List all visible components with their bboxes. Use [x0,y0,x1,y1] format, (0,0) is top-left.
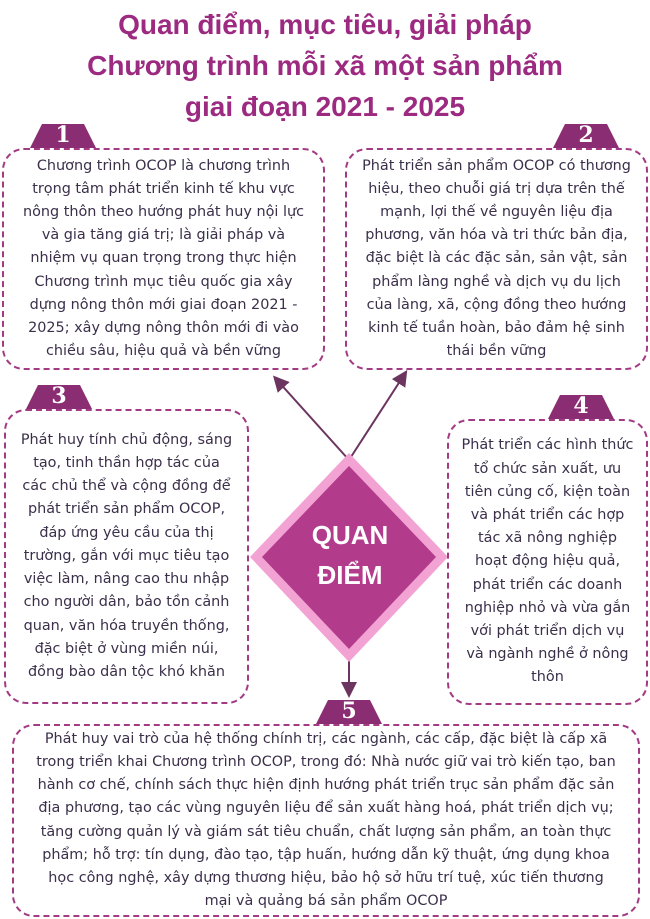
item-1-box [2,148,325,370]
title-line-3: giai đoạn 2021 - 2025 [184,91,466,122]
tab-4-number: 4 [573,393,589,419]
center-label-line-2: ĐIỂM [317,560,383,590]
item-4-text: Phát triển các hình thức tổ chức sản xuất, ưu tiên củng cố, kiện toàn và phát triển các hợp tác xã nông nghiệp hoạt động hiệu quả, phát triển các doanh nghiệp nhỏ và vừa gắn với phát triển dịch vụ và ngành nghề ở nông thôn [461,437,634,686]
item-2-box [345,148,648,370]
item-2-text: Phát triển sản phẩm OCOP có thương hiệu, theo chuỗi giá trị dựa trên thế mạnh, lợi thế về nguyên liệu địa phương, văn hóa và tri thức bản địa, đặc biệt là các đặc sản, sản vật, sản phẩm làng nghề và dịch vụ du lịch của làng, xã, cộng đồng theo hướng kinh tế tuần hoàn, bảo đảm hệ sinh thái bền vững [362,157,631,360]
center-label-line-1: QUAN [311,520,389,550]
item-1-text: Chương trình OCOP là chương trình trọng tâm phát triển kinh tế khu vực nông thôn theo hướng phát huy nội lực và gia tăng giá trị; là giải pháp và nhiệm vụ quan trọng trong thực hiện Chương trình mục tiêu quốc gia xây dựng nông thôn mới giai đoạn 2021 - 2025; xây dựng nông thôn mới đi vào chiều sâu, hiệu quả và bền vững [22,157,305,360]
tab-5-number: 5 [341,698,357,724]
item-4-box [447,419,648,705]
tab-2-number: 2 [578,122,594,148]
item-3-box [4,409,249,704]
item-3-text: Phát huy tính chủ động, sáng tạo, tinh thần hợp tác của các chủ thể và cộng đồng để phát triển sản phẩm OCOP, đáp ứng yêu cầu của thị trường, gắn với mục tiêu tạo việc làm, nâng cao thu nhập cho người dân, bảo tồn cảnh quan, văn hóa truyền thống, đặc biệt ở vùng miền núi, đồng bào dân tộc khó khăn [20,431,233,680]
item-5-box [12,724,640,917]
tab-1-number: 1 [55,122,71,148]
title-line-2: Chương trình mỗi xã một sản phẩm [87,50,563,81]
tab-3-number: 3 [51,383,67,409]
item-5-text: Phát huy vai trò của hệ thống chính trị, các ngành, các cấp, đặc biệt là cấp xã trong triển khai Chương trình OCOP, trong đó: Nhà nước giữ vai trò kiến tạo, ban hành cơ chế, chính sách thực hiện định hướng phát triển trục sản phẩm đặc sản địa phương, tạo các vùng nguyên liệu để sản xuất hàng hoá, phát triển dịch vụ; tăng cường quản lý và giám sát tiêu chuẩn, chất lượng sản phẩm, an toàn thực phẩm; hỗ trợ: tín dụng, đào tạo, tập huấn, hướng dẫn kỹ thuật, ứng dụng khoa học công nghệ, xây dựng thương hiệu, bảo hộ sở hữu trí tuệ, xúc tiến thương mại và quảng bá sản phẩm OCOP [36,730,616,910]
title-line-1: Quan điểm, mục tiêu, giải pháp [118,9,532,40]
